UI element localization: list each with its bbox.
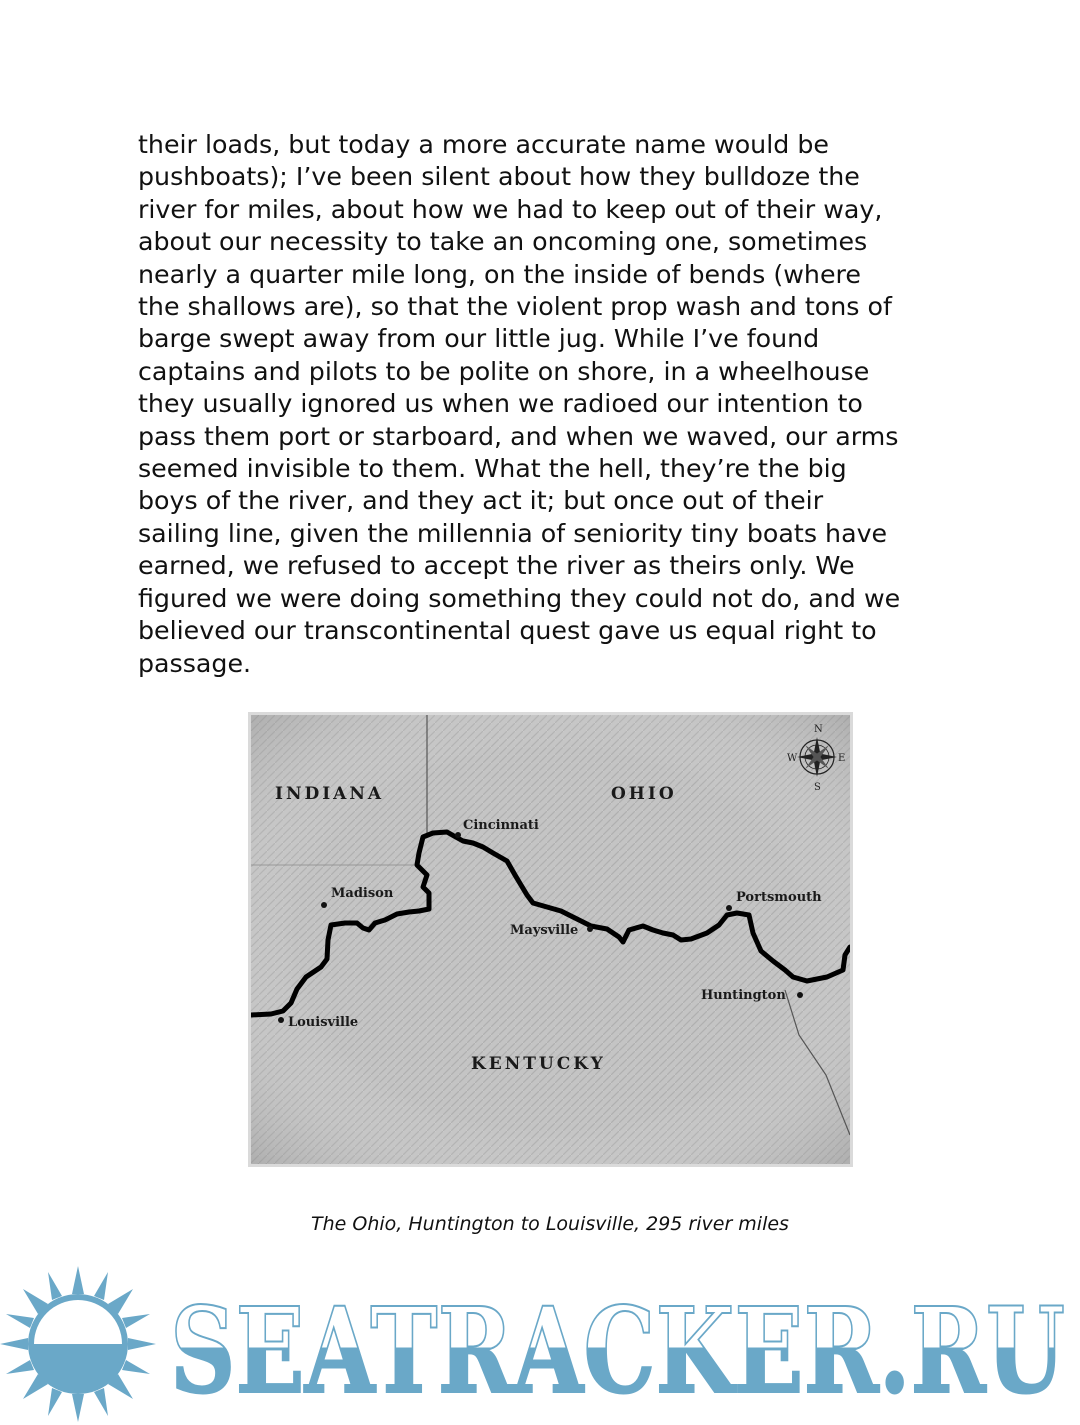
city-label-portsmouth: Portsmouth [736,890,822,905]
map-canvas [251,715,850,1164]
state-label-ohio: OHIO [611,784,677,804]
body-line: they usually ignored us when we radioed our intention to [138,389,863,419]
compass-s: S [814,782,821,793]
body-line: about our necessity to take an oncoming one, sometimes [138,227,868,257]
city-label-huntington: Huntington [701,988,786,1003]
body-line: pushboats); I’ve been silent about how they bulldoze the [138,162,860,192]
city-label-maysville: Maysville [510,923,579,938]
city-label-cincinnati: Cincinnati [463,818,539,833]
body-line: captains and pilots to be polite on shore, in a wheelhouse [138,356,870,386]
body-line: pass them port or starboard, and when we waved, our arms [138,421,899,451]
body-line: passage. [138,648,252,678]
state-label-kentucky: KENTUCKY [471,1054,606,1074]
watermark-text: SEATRACKER.RU [170,1281,1065,1420]
body-line: barge swept away from our little jug. While I’ve found [138,324,820,354]
body-line: sailing line, given the millennia of seniority tiny boats have [138,518,888,548]
body-line: the shallows are), so that the violent prop wash and tons of [138,292,892,322]
figure-caption: The Ohio, Huntington to Louisville, 295 river miles [311,1213,789,1235]
body-line: nearly a quarter mile long, on the inside of bends (where [138,259,861,289]
body-line: figured we were doing something they could not do, and we [138,583,901,613]
body-line: believed our transcontinental quest gave us equal right to [138,616,877,646]
river-map [248,712,853,1167]
compass-w: W [787,753,798,764]
body-line: their loads, but today a more accurate name would be [138,130,829,159]
body-line: boys of the river, and they act it; but once out of their [138,486,824,516]
body-text [138,129,968,680]
sun-logo-icon [0,1266,156,1422]
body-line: seemed invisible to them. What the hell, they’re the big [138,454,847,484]
compass-e: E [838,753,846,764]
compass-n: N [814,724,823,735]
watermark [0,1262,1080,1422]
city-marker [278,1015,358,1030]
body-line: river for miles, about how we had to keep out of their way, [138,194,883,224]
body-line: earned, we refused to accept the river as theirs only. We [138,551,855,581]
city-label-madison: Madison [331,886,394,901]
city-label-louisville: Louisville [288,1015,359,1030]
state-label-indiana: INDIANA [275,784,385,804]
